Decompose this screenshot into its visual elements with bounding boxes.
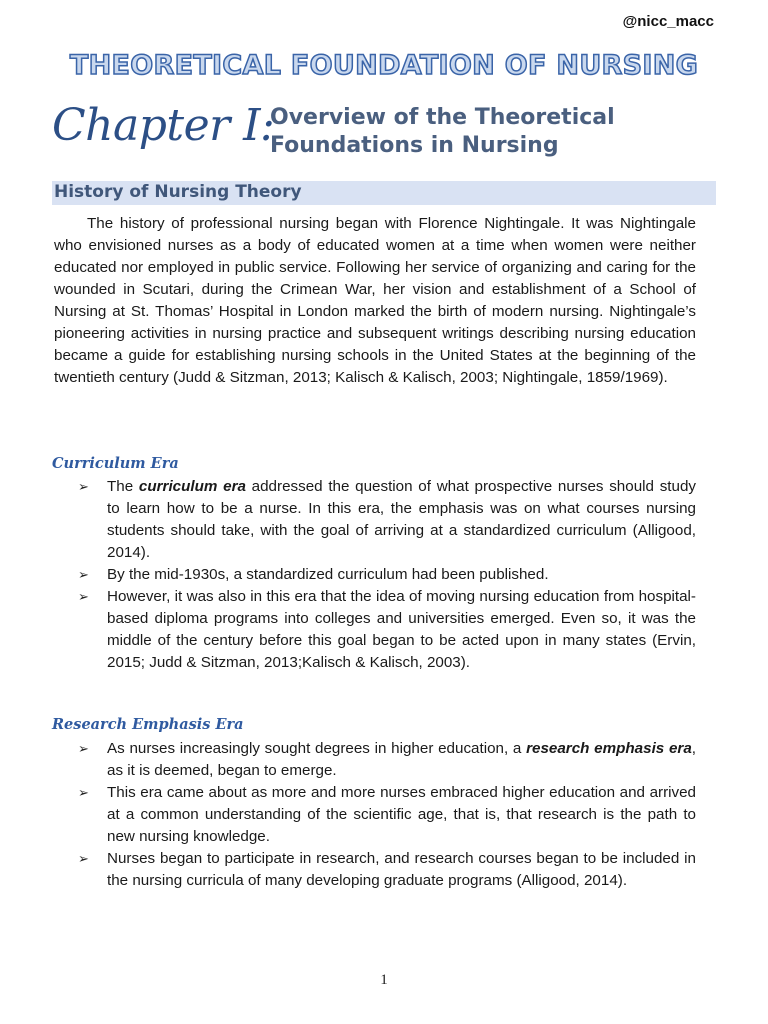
history-paragraph: The history of professional nursing began with Florence Nightingale. It was Nightingale who envisioned nurses as a body of educated women at a time when women were neither educated nor employed in public service. Following her service of organizing and caring for the wounded in Scutari, during the Crimean War, her vision and establishment of a School of Nursing at St. Thomas’ Hospital in London marked the birth of modern nursing. Nightingale’s pioneering activities in nursing practice and subsequent writings describing nursing education became a guide for establishing nursing schools in the United States at the beginning of the twentieth century (Judd & Sitzman, 2013; Kalisch & Kalisch, 2003; Nightingale, 1859/1969). bbox=[54, 215, 696, 386]
research-era-heading: Research Emphasis Era bbox=[52, 716, 244, 733]
chapter-title-line: Foundations in Nursing bbox=[270, 133, 559, 158]
curriculum-era-heading: Curriculum Era bbox=[52, 455, 179, 472]
chapter-title bbox=[270, 104, 720, 160]
emphasis-term: research emphasis era bbox=[526, 740, 692, 757]
arrow-bullet-icon: ➢ bbox=[78, 567, 89, 582]
list-item bbox=[78, 738, 696, 782]
bullet-text: This era came about as more and more nurses embraced higher education and arrived at a common understanding of the scientific age, that is, that research is the path to new nursing knowledge. bbox=[107, 784, 696, 845]
arrow-bullet-icon: ➢ bbox=[78, 741, 89, 756]
arrow-bullet-icon: ➢ bbox=[78, 589, 89, 604]
bullet-text: As nurses increasingly sought degrees in higher education, a bbox=[107, 740, 527, 757]
chapter-title-line: Overview of the Theoretical bbox=[270, 105, 615, 130]
bullet-text: , as it is deemed, began to emerge. bbox=[107, 740, 696, 779]
list-item bbox=[78, 586, 696, 674]
bullet-text: The bbox=[107, 478, 139, 495]
curriculum-era-list bbox=[0, 476, 768, 674]
research-era-list bbox=[0, 738, 768, 892]
document-title: THEORETICAL FOUNDATION OF NURSING bbox=[69, 50, 699, 81]
section-heading: History of Nursing Theory bbox=[54, 182, 302, 202]
page-number: 1 bbox=[380, 972, 388, 988]
bullet-text: Nurses began to participate in research, and research courses began to be included in the nursing curricula of many developing graduate programs (Alligood, 2014). bbox=[107, 850, 696, 889]
bullet-text: However, it was also in this era that the idea of moving nursing education from hospital-based diploma programs into colleges and universities emerged. Even so, it was the middle of the century before this goal began to be acted upon in many states (Ervin, 2015; Judd & Sitzman, 2013;Kalisch & Kalisch, 2003). bbox=[107, 588, 696, 671]
list-item bbox=[78, 564, 696, 586]
section-heading-bar bbox=[52, 181, 716, 205]
chapter-label: Chapter I: bbox=[52, 100, 275, 151]
emphasis-term: curriculum era bbox=[138, 478, 246, 495]
arrow-bullet-icon: ➢ bbox=[78, 851, 89, 866]
bullet-text: By the mid-1930s, a standardized curriculum had been published. bbox=[107, 566, 549, 583]
arrow-bullet-icon: ➢ bbox=[78, 785, 89, 800]
list-item bbox=[78, 476, 696, 564]
list-item bbox=[78, 782, 696, 848]
author-handle: @nicc_macc bbox=[622, 13, 714, 30]
arrow-bullet-icon: ➢ bbox=[78, 479, 89, 494]
bullet-text: addressed the question of what prospective nurses should study to learn how to be a nurse. In this era, the emphasis was on what courses nursing students should take, with the goal of arriving at a standardized curriculum (Alligood, 2014). bbox=[107, 478, 696, 561]
list-item bbox=[78, 848, 696, 892]
